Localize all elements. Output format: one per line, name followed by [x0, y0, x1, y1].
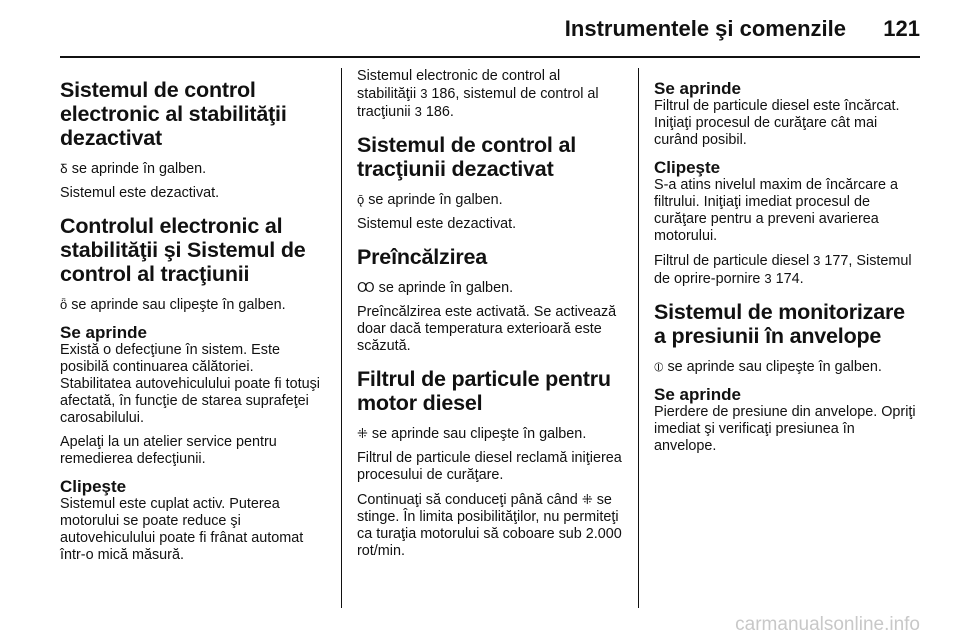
esc-off-icon: Ᵹ: [60, 161, 68, 176]
paragraph: Filtrul de particule diesel este încărcat. Iniţiaţi procesul de curăţare cât mai curând posibil.: [654, 98, 900, 148]
chapter-title: Instrumentele şi comenzile: [564, 16, 846, 41]
subheading: Se aprinde: [60, 323, 147, 342]
paragraph: Sistemul este cuplat activ. Puterea motorului se poate reduce şi autovehiculului poate fi frânat automat într-o mică măsură.: [60, 496, 304, 563]
column-divider: [638, 68, 639, 608]
column-1: [60, 68, 326, 571]
column-2: [357, 68, 623, 567]
paragraph: ⦶ se aprinde sau clipeşte în galben.: [654, 359, 882, 375]
page-ref-arrow-icon: 3: [764, 271, 772, 286]
section-heading: Sistemul de control electronic al stabilităţii dezactivat: [60, 78, 287, 150]
subheading: Clipeşte: [60, 477, 127, 496]
paragraph: Filtrul de particule diesel 3 177, Sistemul de oprire-pornire 3 174.: [654, 253, 912, 287]
section-heading: Preîncălzirea: [357, 245, 488, 269]
paragraph: Ꝏ se aprinde în galben.: [357, 280, 514, 296]
section-heading: Sistemul de monitorizare a presiunii în anvelope: [654, 300, 905, 348]
column-3: [654, 68, 920, 462]
diesel-particle-filter-icon: ⁜: [357, 426, 368, 441]
subheading: Se aprinde: [654, 79, 741, 98]
paragraph: Există o defecţiune în sistem. Este posibilă continuarea călătoriei. Stabilitatea autovehiculului poate fi totuşi afectată, în funcţie de starea suprafeţei carosabilului.: [60, 342, 321, 426]
tire-pressure-icon: ⦶: [654, 359, 664, 374]
page-header: [60, 0, 920, 58]
watermark: carmanualsonline.info: [735, 614, 920, 635]
esc-tc-icon: ȫ: [60, 297, 68, 312]
paragraph: Pierdere de presiune din anvelope. Opriţi imediat şi verificaţi presiunea în anvelope.: [654, 404, 916, 454]
column-divider: [341, 68, 342, 608]
section-heading: Sistemul de control al tracţiunii dezactivat: [357, 133, 577, 181]
paragraph: Apelaţi la un atelier service pentru remedierea defecţiunii.: [60, 434, 277, 467]
section-heading: Controlul electronic al stabilităţii şi Sistemul de control al tracţiunii: [60, 214, 306, 286]
paragraph: Sistemul este dezactivat.: [60, 185, 220, 201]
paragraph: Ᵹ se aprinde în galben.: [60, 161, 207, 177]
paragraph: Filtrul de particule diesel reclamă iniţierea procesului de curăţare.: [357, 450, 622, 483]
diesel-particle-filter-icon: ⁜: [581, 492, 593, 507]
subheading: Se aprinde: [654, 385, 741, 404]
paragraph: Preîncălzirea este activată. Se activează doar dacă temperatura exterioară este scăzută.: [357, 304, 617, 354]
page-ref-arrow-icon: 3: [420, 86, 428, 101]
paragraph: ⁜ se aprinde sau clipeşte în galben.: [357, 426, 587, 442]
paragraph: ȫ se aprinde sau clipeşte în galben.: [60, 297, 286, 313]
header-rule: [60, 56, 920, 58]
paragraph: S-a atins nivelul maxim de încărcare a filtrului. Iniţiaţi imediat procesul de curăţare pentru a preveni avarierea motorului.: [654, 177, 898, 244]
page-number: 121: [883, 16, 920, 41]
preheat-icon: Ꝏ: [357, 280, 375, 295]
paragraph: Sistemul electronic de control al stabilităţii 3 186, sistemul de control al tracţiunii 3 186.: [357, 68, 599, 120]
paragraph: Continuaţi să conduceţi până când ⁜ se stinge. În limita posibilităţilor, nu permiteţi ca turaţia motorului să coboare sub 2.000 rot/min.: [357, 492, 622, 559]
subheading: Clipeşte: [654, 158, 721, 177]
page-ref-arrow-icon: 3: [813, 253, 821, 268]
paragraph: ǭ se aprinde în galben.: [357, 192, 503, 208]
page-ref-arrow-icon: 3: [414, 104, 422, 119]
tc-off-icon: ǭ: [357, 192, 365, 207]
section-heading: Filtrul de particule pentru motor diesel: [357, 367, 611, 415]
paragraph: Sistemul este dezactivat.: [357, 216, 517, 232]
